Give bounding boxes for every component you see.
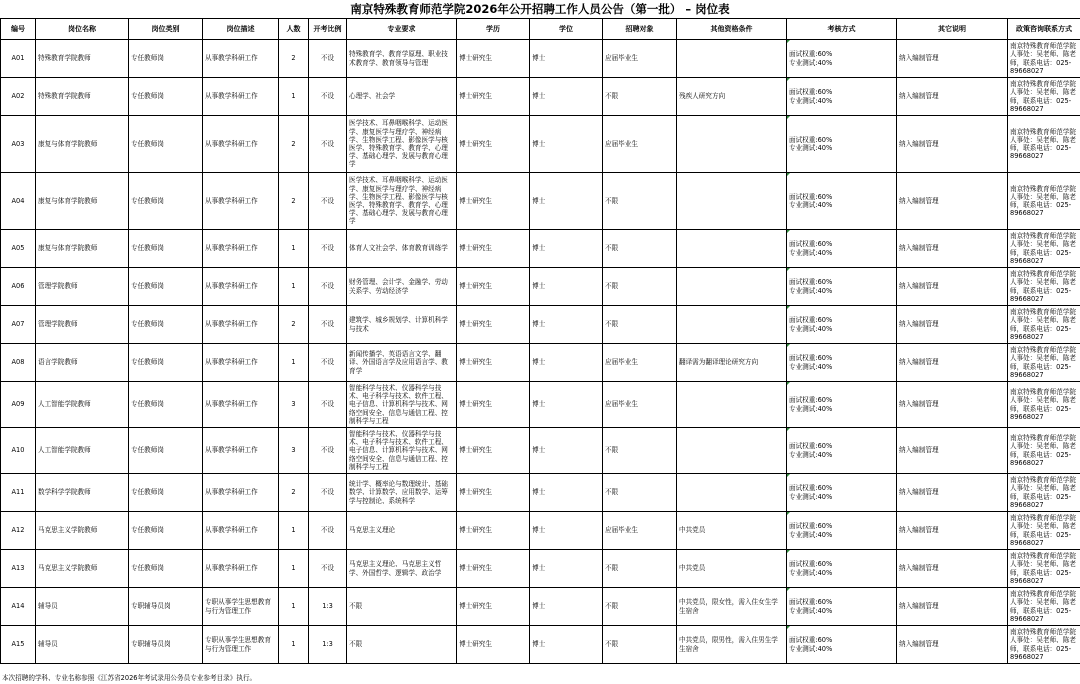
cell-major: 不限 [347,588,457,626]
cell-count: 1 [279,626,309,664]
cell-name: 人工智能学院教师 [36,382,129,428]
cell-target: 不限 [603,268,677,306]
cell-count: 1 [279,588,309,626]
cell-category: 专任教师岗 [129,306,203,344]
cell-desc: 专职从事学生思想教育与行为管理工作 [203,626,279,664]
header-name: 岗位名称 [36,19,129,40]
cell-edu: 博士研究生 [457,306,530,344]
cell-count: 3 [279,382,309,428]
cell-count: 2 [279,40,309,78]
cell-target: 不限 [603,428,677,474]
cell-edu: 博士研究生 [457,344,530,382]
cell-contact: 南京特殊教育师范学院人事处：吴老师、陈老师，联系电话：025-89668027 [1008,230,1080,268]
cell-target: 不限 [603,78,677,116]
table-row [1,344,1080,382]
cell-id: A12 [1,512,36,550]
cell-major: 心理学、社会学 [347,78,457,116]
cell-exam: 面试权重:60% 专业测试:40% [787,344,897,382]
cell-ratio: 不设 [309,40,347,78]
cell-ratio: 不设 [309,306,347,344]
cell-note: 纳入编制管理 [897,268,1008,306]
header-desc: 岗位描述 [203,19,279,40]
table-row [1,306,1080,344]
cell-other: 中共党员 [677,550,787,588]
cell-ratio: 不设 [309,428,347,474]
table-header-row [1,19,1080,40]
cell-other [677,474,787,512]
cell-id: A10 [1,428,36,474]
cell-contact: 南京特殊教育师范学院人事处：吴老师、陈老师，联系电话：025-89668027 [1008,78,1080,116]
positions-table [0,18,1080,664]
cell-major: 不限 [347,626,457,664]
cell-target: 应届毕业生 [603,512,677,550]
cell-degree: 博士 [530,230,603,268]
cell-desc: 从事教学科研工作 [203,344,279,382]
cell-note: 纳入编制管理 [897,116,1008,173]
cell-id: A09 [1,382,36,428]
cell-ratio: 不设 [309,173,347,230]
cell-degree: 博士 [530,550,603,588]
cell-id: A02 [1,78,36,116]
cell-note: 纳入编制管理 [897,550,1008,588]
cell-edu: 博士研究生 [457,626,530,664]
cell-contact: 南京特殊教育师范学院人事处：吴老师、陈老师，联系电话：025-89668027 [1008,40,1080,78]
cell-major: 马克思主义理论、马克思主义哲学、外国哲学、逻辑学、政治学 [347,550,457,588]
cell-id: A14 [1,588,36,626]
cell-edu: 博士研究生 [457,116,530,173]
cell-ratio: 不设 [309,268,347,306]
cell-desc: 从事教学科研工作 [203,382,279,428]
cell-major: 统计学、概率论与数理统计、基础数学、计算数学、应用数学、运筹学与控制论、系统科学 [347,474,457,512]
cell-other [677,173,787,230]
cell-contact: 南京特殊教育师范学院人事处：吴老师、陈老师，联系电话：025-89668027 [1008,588,1080,626]
cell-exam: 面试权重:60% 专业测试:40% [787,306,897,344]
cell-ratio: 不设 [309,474,347,512]
cell-category: 专任教师岗 [129,268,203,306]
header-category: 岗位类别 [129,19,203,40]
cell-contact: 南京特殊教育师范学院人事处：吴老师、陈老师，联系电话：025-89668027 [1008,550,1080,588]
header-major: 专业要求 [347,19,457,40]
table-body [1,40,1080,664]
cell-other: 中共党员 [677,512,787,550]
cell-name: 语言学院教师 [36,344,129,382]
cell-category: 专职辅导员岗 [129,588,203,626]
cell-target: 不限 [603,230,677,268]
cell-name: 管理学院教师 [36,268,129,306]
cell-category: 专任教师岗 [129,78,203,116]
cell-category: 专任教师岗 [129,550,203,588]
cell-name: 特殊教育学院教师 [36,40,129,78]
cell-desc: 从事教学科研工作 [203,78,279,116]
cell-id: A07 [1,306,36,344]
cell-ratio: 不设 [309,344,347,382]
cell-other: 翻译需为翻译理论研究方向 [677,344,787,382]
cell-note: 纳入编制管理 [897,78,1008,116]
header-target: 招聘对象 [603,19,677,40]
header-note: 其它说明 [897,19,1008,40]
cell-category: 专任教师岗 [129,116,203,173]
cell-other [677,428,787,474]
cell-exam: 面试权重:60% 专业测试:40% [787,268,897,306]
cell-exam: 面试权重:60% 专业测试:40% [787,626,897,664]
cell-desc: 从事教学科研工作 [203,306,279,344]
cell-name: 管理学院教师 [36,306,129,344]
cell-id: A01 [1,40,36,78]
cell-edu: 博士研究生 [457,550,530,588]
cell-target: 不限 [603,588,677,626]
header-edu: 学历 [457,19,530,40]
cell-name: 康复与体育学院教师 [36,230,129,268]
table-row [1,116,1080,173]
cell-degree: 博士 [530,588,603,626]
cell-name: 数学科学学院教师 [36,474,129,512]
cell-edu: 博士研究生 [457,230,530,268]
cell-degree: 博士 [530,116,603,173]
cell-major: 医学技术、耳鼻咽喉科学、运动医学、康复医学与理疗学、神经病学、生物医学工程、影像医学与核医学、特殊教育学、教育学、心理学、基础心理学、发展与教育心理学 [347,116,457,173]
table-row [1,474,1080,512]
cell-target: 应届毕业生 [603,382,677,428]
cell-contact: 南京特殊教育师范学院人事处：吴老师、陈老师，联系电话：025-89668027 [1008,306,1080,344]
cell-note: 纳入编制管理 [897,40,1008,78]
cell-note: 纳入编制管理 [897,588,1008,626]
cell-edu: 博士研究生 [457,512,530,550]
header-id: 编号 [1,19,36,40]
cell-other [677,116,787,173]
cell-edu: 博士研究生 [457,588,530,626]
cell-other: 残疾人研究方向 [677,78,787,116]
cell-other [677,268,787,306]
cell-major: 建筑学、城乡规划学、计算机科学与技术 [347,306,457,344]
table-row [1,588,1080,626]
table-row [1,550,1080,588]
cell-desc: 从事教学科研工作 [203,474,279,512]
cell-target: 不限 [603,173,677,230]
cell-count: 2 [279,173,309,230]
cell-id: A13 [1,550,36,588]
cell-degree: 博士 [530,474,603,512]
cell-major: 特殊教育学、教育学原理、职业技术教育学、教育领导与管理 [347,40,457,78]
cell-count: 1 [279,344,309,382]
cell-id: A04 [1,173,36,230]
cell-exam: 面试权重:60% 专业测试:40% [787,512,897,550]
cell-other [677,230,787,268]
cell-contact: 南京特殊教育师范学院人事处：吴老师、陈老师，联系电话：025-89668027 [1008,382,1080,428]
cell-count: 1 [279,268,309,306]
header-other: 其他资格条件 [677,19,787,40]
cell-ratio: 1:3 [309,588,347,626]
cell-ratio: 不设 [309,382,347,428]
cell-id: A11 [1,474,36,512]
cell-target: 不限 [603,626,677,664]
cell-id: A08 [1,344,36,382]
cell-ratio: 不设 [309,230,347,268]
cell-name: 马克思主义学院教师 [36,550,129,588]
header-exam: 考核方式 [787,19,897,40]
cell-desc: 从事教学科研工作 [203,550,279,588]
cell-contact: 南京特殊教育师范学院人事处：吴老师、陈老师，联系电话：025-89668027 [1008,428,1080,474]
cell-major: 体育人文社会学、体育教育训练学 [347,230,457,268]
table-row [1,626,1080,664]
cell-id: A03 [1,116,36,173]
cell-count: 2 [279,306,309,344]
table-row [1,428,1080,474]
cell-desc: 从事教学科研工作 [203,428,279,474]
cell-desc: 从事教学科研工作 [203,230,279,268]
cell-desc: 专职从事学生思想教育与行为管理工作 [203,588,279,626]
cell-note: 纳入编制管理 [897,626,1008,664]
cell-exam: 面试权重:60% 专业测试:40% [787,116,897,173]
cell-contact: 南京特殊教育师范学院人事处：吴老师、陈老师，联系电话：025-89668027 [1008,344,1080,382]
cell-degree: 博士 [530,268,603,306]
cell-category: 专任教师岗 [129,428,203,474]
cell-exam: 面试权重:60% 专业测试:40% [787,588,897,626]
cell-major: 新闻传播学、英语语言文学、翻译、外国语言学及应用语言学、教育学 [347,344,457,382]
cell-degree: 博士 [530,626,603,664]
table-row [1,40,1080,78]
cell-target: 不限 [603,306,677,344]
cell-edu: 博士研究生 [457,78,530,116]
cell-exam: 面试权重:60% 专业测试:40% [787,78,897,116]
page-title: 南京特殊教育师范学院2026年公开招聘工作人员公告（第一批） – 岗位表 [350,2,730,16]
cell-contact: 南京特殊教育师范学院人事处：吴老师、陈老师，联系电话：025-89668027 [1008,116,1080,173]
cell-contact: 南京特殊教育师范学院人事处：吴老师、陈老师，联系电话：025-89668027 [1008,512,1080,550]
cell-category: 专任教师岗 [129,512,203,550]
footnote: 本次招聘的学科、专业名称参照《江苏省2026年考试录用公务员专业参考目录》执行。 [2,674,257,682]
header-contact: 政策咨询联系方式 [1008,19,1080,40]
cell-contact: 南京特殊教育师范学院人事处：吴老师、陈老师，联系电话：025-89668027 [1008,474,1080,512]
cell-contact: 南京特殊教育师范学院人事处：吴老师、陈老师，联系电话：025-89668027 [1008,173,1080,230]
cell-exam: 面试权重:60% 专业测试:40% [787,382,897,428]
cell-other: 中共党员，限男性，需入住男生学生宿舍 [677,626,787,664]
header-ratio: 开考比例 [309,19,347,40]
cell-ratio: 不设 [309,550,347,588]
cell-degree: 博士 [530,306,603,344]
cell-target: 不限 [603,550,677,588]
cell-count: 3 [279,428,309,474]
cell-note: 纳入编制管理 [897,512,1008,550]
cell-exam: 面试权重:60% 专业测试:40% [787,173,897,230]
cell-note: 纳入编制管理 [897,230,1008,268]
cell-edu: 博士研究生 [457,428,530,474]
cell-other [677,306,787,344]
cell-category: 专任教师岗 [129,40,203,78]
cell-category: 专任教师岗 [129,474,203,512]
cell-degree: 博士 [530,78,603,116]
cell-count: 2 [279,116,309,173]
cell-target: 不限 [603,474,677,512]
cell-major: 马克思主义理论 [347,512,457,550]
cell-edu: 博士研究生 [457,474,530,512]
cell-exam: 面试权重:60% 专业测试:40% [787,40,897,78]
cell-major: 智能科学与技术、仪器科学与技术、电子科学与技术、软件工程、电子信息、计算机科学与技术、网络空间安全、信息与通信工程、控制科学与工程 [347,428,457,474]
cell-name: 康复与体育学院教师 [36,173,129,230]
cell-degree: 博士 [530,40,603,78]
table-row [1,173,1080,230]
cell-count: 1 [279,550,309,588]
cell-id: A15 [1,626,36,664]
cell-count: 1 [279,230,309,268]
cell-ratio: 不设 [309,116,347,173]
cell-degree: 博士 [530,428,603,474]
cell-target: 应届毕业生 [603,344,677,382]
cell-desc: 从事教学科研工作 [203,40,279,78]
cell-category: 专任教师岗 [129,344,203,382]
cell-other: 中共党员，限女性，需入住女生学生宿舍 [677,588,787,626]
cell-desc: 从事教学科研工作 [203,116,279,173]
cell-other [677,40,787,78]
cell-note: 纳入编制管理 [897,474,1008,512]
cell-category: 专任教师岗 [129,382,203,428]
cell-count: 1 [279,78,309,116]
cell-exam: 面试权重:60% 专业测试:40% [787,428,897,474]
cell-ratio: 不设 [309,512,347,550]
cell-desc: 从事教学科研工作 [203,512,279,550]
cell-category: 专任教师岗 [129,173,203,230]
cell-edu: 博士研究生 [457,173,530,230]
cell-degree: 博士 [530,382,603,428]
cell-desc: 从事教学科研工作 [203,173,279,230]
table-row [1,268,1080,306]
cell-contact: 南京特殊教育师范学院人事处：吴老师、陈老师，联系电话：025-89668027 [1008,268,1080,306]
cell-edu: 博士研究生 [457,268,530,306]
cell-note: 纳入编制管理 [897,344,1008,382]
cell-note: 纳入编制管理 [897,306,1008,344]
cell-exam: 面试权重:60% 专业测试:40% [787,550,897,588]
cell-note: 纳入编制管理 [897,173,1008,230]
cell-name: 马克思主义学院教师 [36,512,129,550]
cell-edu: 博士研究生 [457,382,530,428]
cell-degree: 博士 [530,173,603,230]
cell-target: 应届毕业生 [603,40,677,78]
table-row [1,230,1080,268]
table-row [1,382,1080,428]
cell-other [677,382,787,428]
cell-id: A06 [1,268,36,306]
header-count: 人数 [279,19,309,40]
cell-edu: 博士研究生 [457,40,530,78]
cell-name: 辅导员 [36,588,129,626]
cell-major: 智能科学与技术、仪器科学与技术、电子科学与技术、软件工程、电子信息、计算机科学与技术、网络空间安全、信息与通信工程、控制科学与工程 [347,382,457,428]
cell-name: 辅导员 [36,626,129,664]
header-degree: 学位 [530,19,603,40]
cell-target: 应届毕业生 [603,116,677,173]
table-row [1,512,1080,550]
cell-name: 人工智能学院教师 [36,428,129,474]
cell-name: 特殊教育学院教师 [36,78,129,116]
cell-major: 医学技术、耳鼻咽喉科学、运动医学、康复医学与理疗学、神经病学、生物医学工程、影像医学与核医学、特殊教育学、教育学、心理学、基础心理学、发展与教育心理学 [347,173,457,230]
cell-note: 纳入编制管理 [897,382,1008,428]
cell-category: 专任教师岗 [129,230,203,268]
cell-degree: 博士 [530,512,603,550]
cell-ratio: 1:3 [309,626,347,664]
cell-ratio: 不设 [309,78,347,116]
cell-desc: 从事教学科研工作 [203,268,279,306]
cell-count: 2 [279,474,309,512]
cell-name: 康复与体育学院教师 [36,116,129,173]
cell-id: A05 [1,230,36,268]
table-row [1,78,1080,116]
cell-exam: 面试权重:60% 专业测试:40% [787,474,897,512]
cell-degree: 博士 [530,344,603,382]
cell-count: 1 [279,512,309,550]
cell-category: 专职辅导员岗 [129,626,203,664]
cell-note: 纳入编制管理 [897,428,1008,474]
cell-major: 财务管理、会计学、金融学、劳动关系学、劳动经济学 [347,268,457,306]
cell-exam: 面试权重:60% 专业测试:40% [787,230,897,268]
cell-contact: 南京特殊教育师范学院人事处：吴老师、陈老师，联系电话：025-89668027 [1008,626,1080,664]
